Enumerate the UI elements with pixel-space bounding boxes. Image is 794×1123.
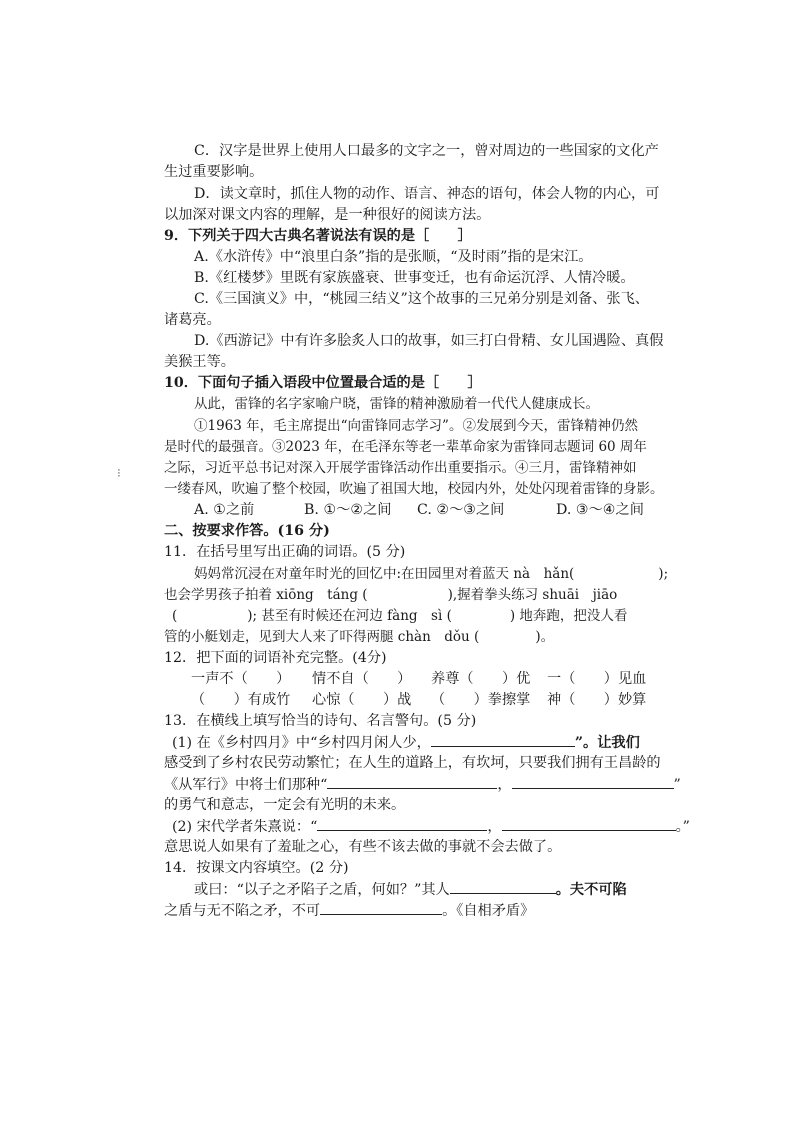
q14-line2 xyxy=(164,900,534,921)
q14-line2-text: 之盾与无不陷之矛，不可 xyxy=(164,903,321,919)
q10-stem: 10．下面句子插入语段中位置最合适的是［ ］ xyxy=(164,375,482,391)
q11-line3-open: ( xyxy=(172,608,178,624)
q13-stem: 13．在横线上填写恰当的诗句、名言警句。(5 分) xyxy=(164,713,477,729)
q14-line1-end: 。夫不可陷 xyxy=(555,882,627,898)
q8-option-c-line2: 生过重要影响。 xyxy=(164,164,264,180)
q9-option-d-line1: D.《西游记》中有许多脍炙人口的故事，如三打白骨精、女儿国遇险、真假 xyxy=(194,333,664,349)
q13-part2-line1 xyxy=(172,816,690,837)
q13-part2-line2: 意思说人如果有了羞耻之心，有些不该去做的事就不会去做了。 xyxy=(164,839,562,855)
q13-comma-2: ， xyxy=(487,819,502,835)
q9-option-c-line2: 诸葛亮。 xyxy=(164,312,221,328)
q12-item-1[interactable]: 一声不（ ） xyxy=(191,671,291,687)
q9-stem: 9．下列关于四大古典名著说法有误的是［ ］ xyxy=(164,228,472,244)
q13-blank-3[interactable] xyxy=(512,774,674,789)
q10-insert-sentence: 从此，雷锋的名字家喻户晓，雷锋的精神激励着一代代人健康成长。 xyxy=(194,396,599,412)
q13-comma-1: ， xyxy=(497,777,512,793)
q12-item-5[interactable]: （ ）有成竹 xyxy=(191,692,291,708)
q13-blank-2[interactable] xyxy=(327,774,497,789)
q11-line3-text: ); 甚至有时候还在河边 fàng sì ( xyxy=(247,608,452,624)
q11-line1-text: 妈妈常沉浸在对童年时光的回忆中:在田园里对着蓝天 nà hǎn( xyxy=(194,566,575,582)
margin-mark: ⁝ xyxy=(117,466,121,480)
q14-blank-1[interactable] xyxy=(450,879,556,894)
q11-line4 xyxy=(164,627,554,647)
q10-passage-line4: 一缕春风，吹遍了整个校园，吹遍了祖国大地，校园内外，处处闪现着雷锋的身影。 xyxy=(164,481,664,497)
q10-passage-line3: 之际，习近平总书记对深入开展学雷锋活动作出重要指示。④三月，雷锋精神如 xyxy=(164,460,637,476)
q8-option-d-line2: 以加深对课文内容的理解，是一种很好的阅读方法。 xyxy=(164,207,491,223)
q11-line3 xyxy=(172,606,627,626)
q14-stem: 14．按课文内容填空。(2 分) xyxy=(164,860,349,876)
q9-option-d-line2: 美猴王等。 xyxy=(164,354,235,370)
q12-item-6[interactable]: 心惊（ ）战 xyxy=(312,692,412,708)
q10-passage-line1: ①1963 年，毛主席提出“向雷锋同志学习”。②发展到今天，雷锋精神仍然 xyxy=(194,418,638,434)
q12-item-4[interactable]: 一（ ）见血 xyxy=(547,671,647,687)
q13-blank-5[interactable] xyxy=(502,816,676,831)
q10-option-c: C. ②～③之间 xyxy=(417,502,505,518)
q12-stem: 12．把下面的词语补充完整。(4分) xyxy=(164,650,387,666)
q11-line4-text: 管的小艇划走，见到大人来了吓得两腿 chàn dǒu ( xyxy=(164,629,480,645)
q13-part1-line4: 的勇气和意志，一定会有光明的未来。 xyxy=(164,797,406,813)
q14-blank-2[interactable] xyxy=(320,900,442,915)
q11-line2-end: ),握着拳头练习 shuāi jiāo xyxy=(447,587,618,603)
q12-item-7[interactable]: （ ）拳擦掌 xyxy=(431,692,531,708)
q10-option-b: B. ①～②之间 xyxy=(304,502,392,518)
q14-line2-end: 。《自相矛盾》 xyxy=(442,903,535,919)
q10-option-d: D. ③～④之间 xyxy=(556,502,644,518)
q8-option-c-line1: C．汉字是世界上使用人口最多的文字之一，曾对周边的一些国家的文化产 xyxy=(194,143,659,159)
q9-option-b: B.《红楼梦》里既有家族盛衰、世事变迁，也有命运沉浮、人情冷暖。 xyxy=(194,270,635,286)
q13-part1-line3 xyxy=(164,774,681,795)
q9-option-c-line1: C.《三国演义》中，“桃园三结义”这个故事的三兄弟分别是刘备、张飞、 xyxy=(194,291,649,307)
q13-part1-line3-text: 《从军行》中将士们那种“ xyxy=(164,777,328,793)
q13-blank-4[interactable] xyxy=(317,816,487,831)
q13-part2-text: (2) 宋代学者朱熹说：“ xyxy=(172,819,318,835)
q13-part1-line1 xyxy=(172,732,640,753)
q10-passage-line2: 是时代的最强音。③2023 年，在毛泽东等老一辈革命家为雷锋同志题词 60 周年 xyxy=(164,439,647,455)
q12-item-3[interactable]: 养尊（ ）优 xyxy=(431,671,531,687)
q13-part1-text: (1) 在《乡村四月》中“乡村四月闲人少， xyxy=(172,735,431,751)
q12-item-2[interactable]: 情不自（ ） xyxy=(312,671,412,687)
q11-stem: 11．在括号里写出正确的词语。(5 分) xyxy=(164,544,406,560)
section-2-heading: 二、按要求作答。(16 分) xyxy=(164,523,330,539)
q14-line1 xyxy=(194,879,627,900)
q11-line3-end: ) 地奔跑，把没人看 xyxy=(509,608,628,624)
q11-line1-end: ); xyxy=(658,566,669,582)
q13-part1-line2: 感受到了乡村农民劳动繁忙；在人生的道路上，有坎坷，只要我们拥有王昌龄的 xyxy=(164,755,661,771)
q11-line1 xyxy=(194,564,668,584)
q13-close-quote-2: 。” xyxy=(675,819,690,835)
q12-item-8[interactable]: 神（ ）妙算 xyxy=(547,692,647,708)
q11-line4-end: )。 xyxy=(535,629,555,645)
q8-option-d-line1: D．读文章时，抓住人物的动作、语言、神态的语句，体会人物的内心，可 xyxy=(194,186,660,202)
q13-close-quote-1: ” xyxy=(673,777,681,793)
q11-line2-text: 也会学男孩子拍着 xiōng táng ( xyxy=(164,587,368,603)
q9-option-a: A.《水浒传》中“浪里白条”指的是张顺，“及时雨”指的是宋江。 xyxy=(194,249,593,265)
q14-line1-text: 或曰：“以子之矛陷子之盾，何如？”其人 xyxy=(194,882,450,898)
q13-part1-end: ”。让我们 xyxy=(574,735,640,751)
q13-blank-1[interactable] xyxy=(431,732,575,747)
q10-option-a: A. ①之前 xyxy=(194,502,255,518)
q11-line2 xyxy=(164,585,617,605)
